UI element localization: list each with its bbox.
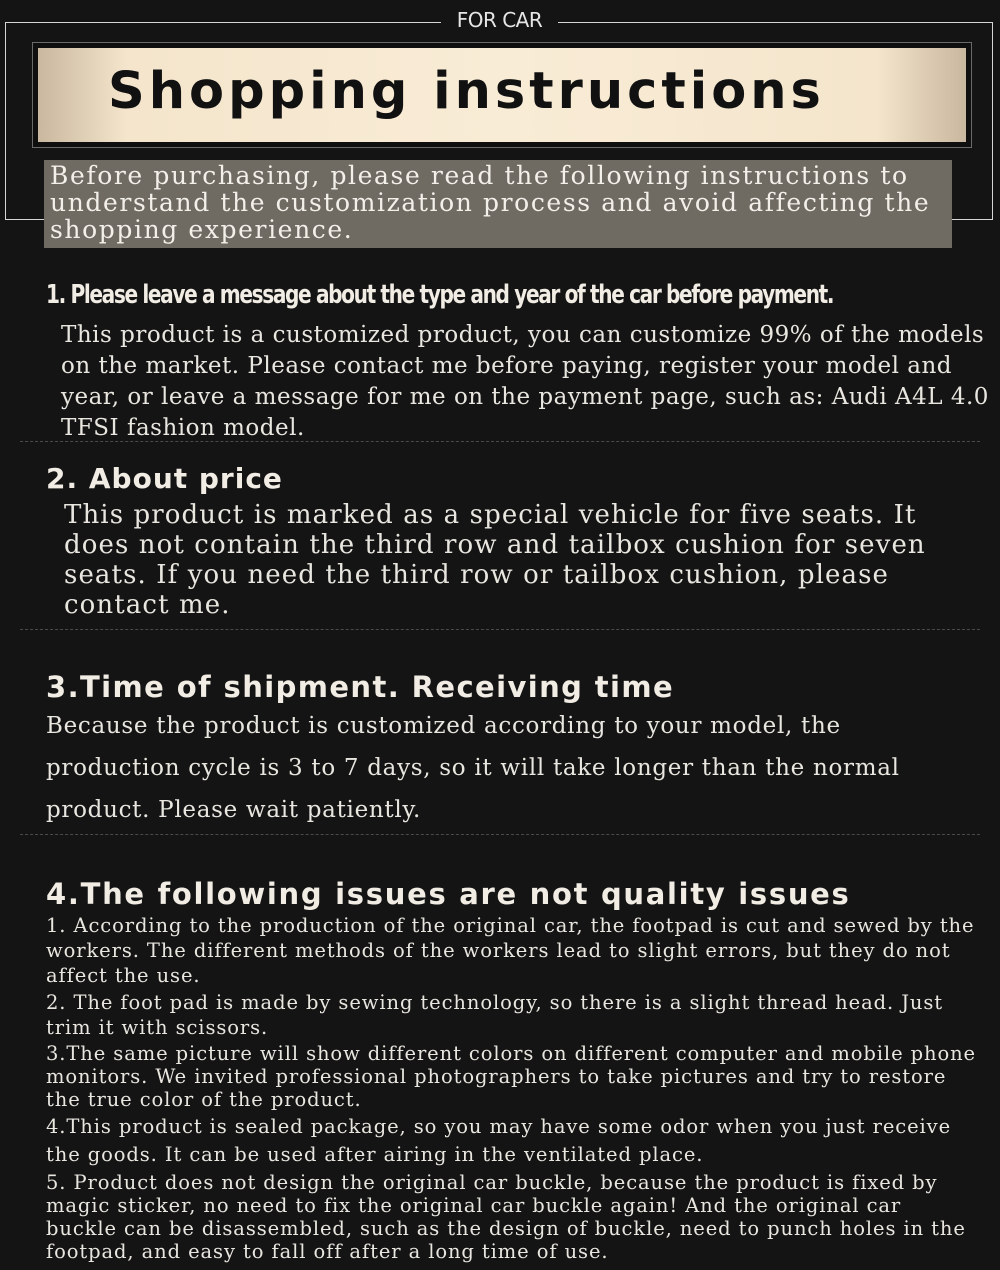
section-3-body: Because the product is customized according to your model, the production cycle is 3 to 7 days, so it will take longer than the normal product. Please wait patiently. [46,713,900,823]
issue-item-5: 5. Product does not design the original car buckle, because the product is fixed by magic sticker, no need to fix the original car buckle again! And the original car buckle can be disassembled, such as the design of buckle, need to punch holes in the footpad, and easy to fall off after a long time of use. [46,1171,966,1263]
section-2-body: This product is marked as a special vehicle for five seats. It does not contain the third row and tailbox cushion for seven seats. If you need the third row or tailbox cushion, please contact me. [64,500,926,620]
frame-line-left [5,22,441,23]
section-4-heading: 4.The following issues are not quality issues [46,877,851,911]
section-2-heading: 2. About price [46,462,283,495]
intro-text: Before purchasing, please read the following instructions to understand the customization process and avoid affecting the shopping experience. [50,161,931,244]
for-car-tag: FOR CAR [456,8,543,32]
issues-list [46,913,976,1263]
section-1-heading: 1. Please leave a message about the type and year of the car before payment. [46,280,834,310]
divider-3 [20,834,980,835]
divider-2 [20,629,980,630]
divider-1 [20,441,980,442]
issue-item-1: 1. According to the production of the original car, the footpad is cut and sewed by the workers. The different methods of the workers lead to slight errors, but they do not affect the use. [46,914,975,987]
issue-item-4: 4.This product is sealed package, so you may have some odor when you just receive the goods. It can be used after airing in the ventilated place. [46,1115,952,1166]
section-1-body: This product is a customized product, you can customize 99% of the models on the market. Please contact me before paying, register your model and year, or leave a message for me on the payment page, such as: Audi A4L 4.0 TFSI fashion model. [61,322,989,441]
page-title: Shopping instructions [108,62,825,121]
section-3-heading: 3.Time of shipment. Receiving time [46,670,675,704]
frame-line-right [558,22,993,23]
issue-item-2: 2. The foot pad is made by sewing technology, so there is a slight thread head. Just trim it with scissors. [46,991,944,1039]
issue-item-3: 3.The same picture will show different colors on different computer and mobile phone monitors. We invited professional photographers to take pictures and try to restore the true color of the product. [46,1042,976,1111]
